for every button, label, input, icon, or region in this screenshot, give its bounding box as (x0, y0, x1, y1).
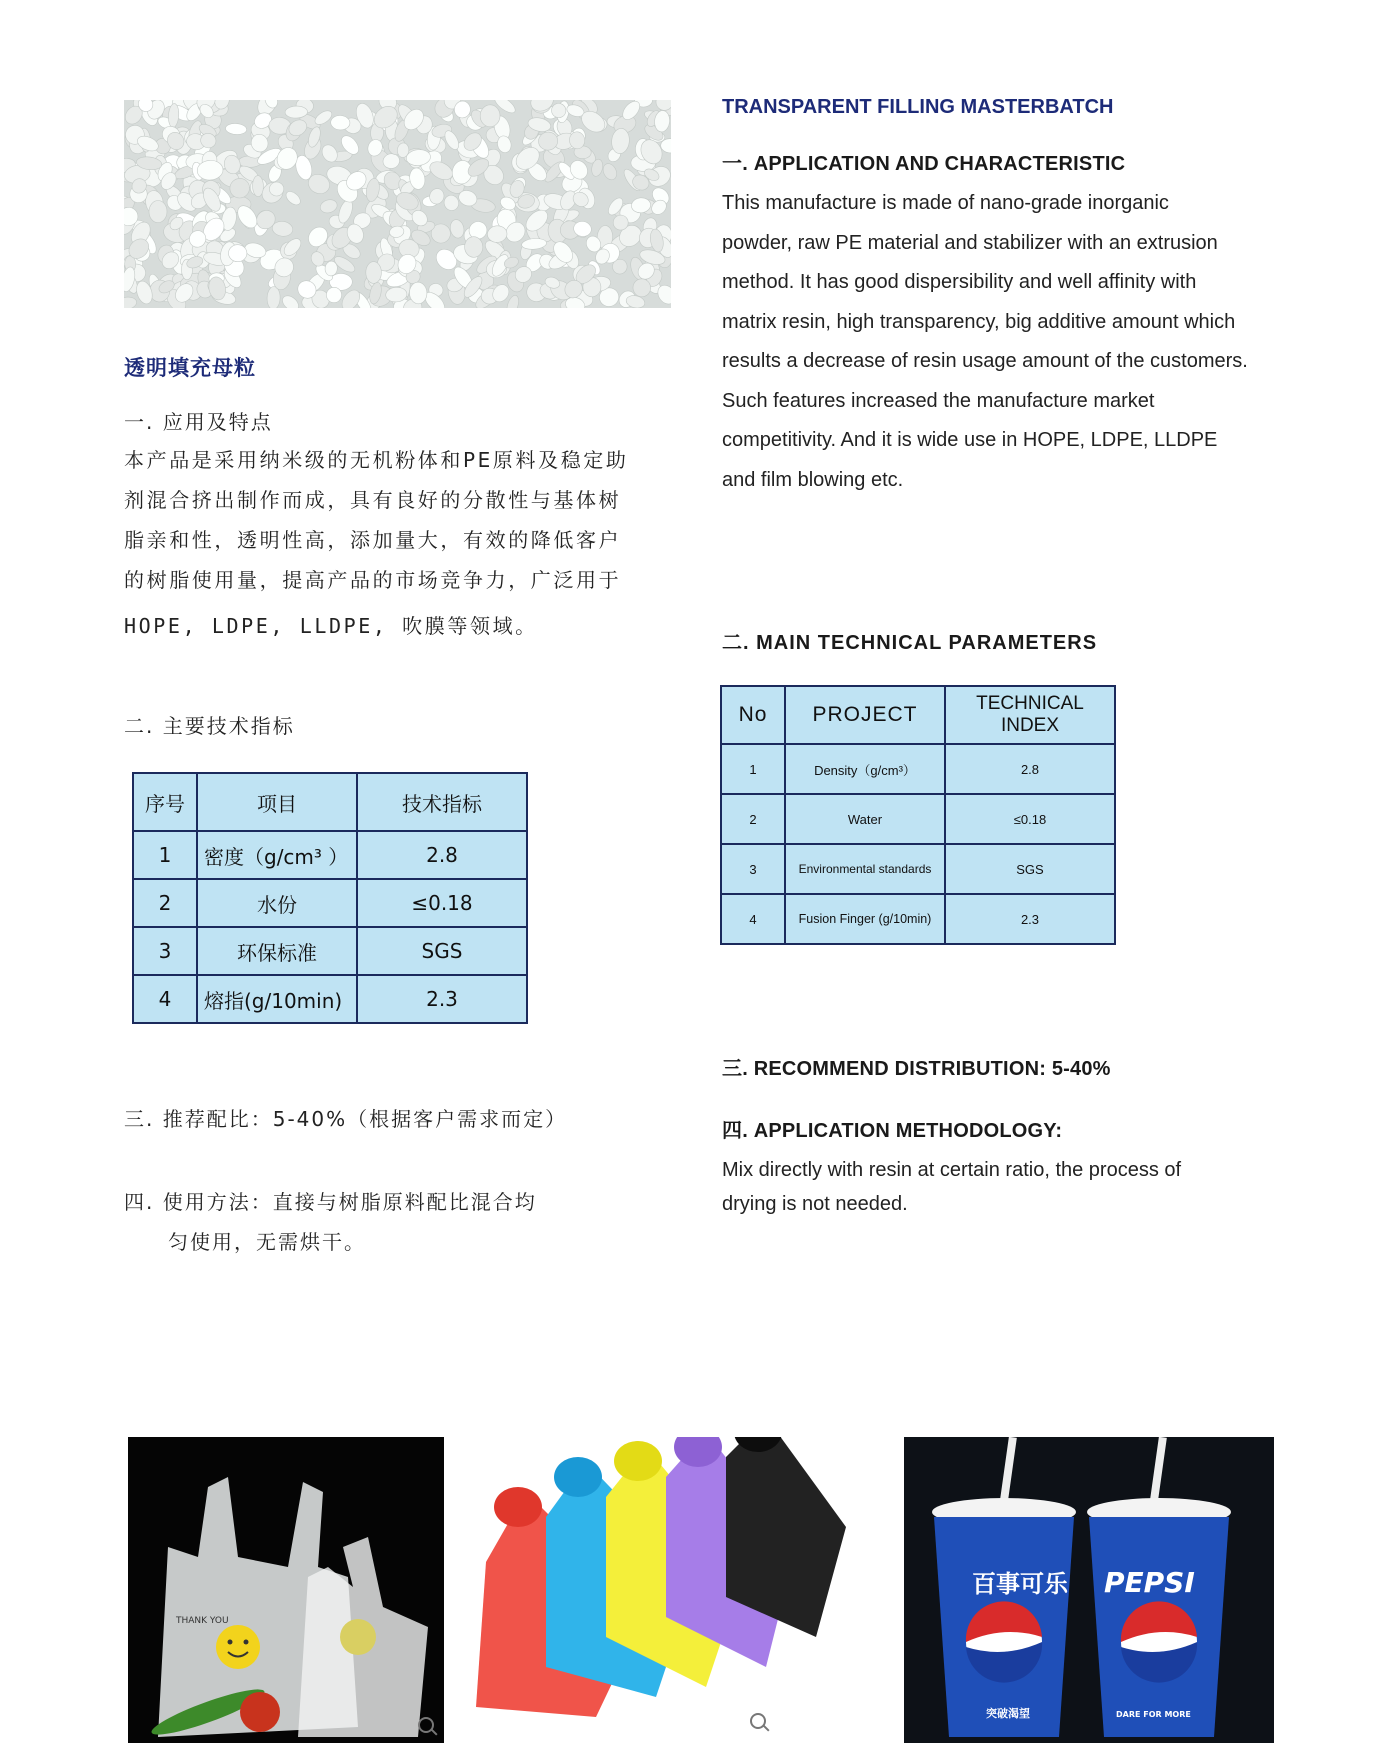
table-header-row (721, 686, 1115, 744)
table-cell: ≤0.18 (357, 879, 527, 927)
table-cell: SGS (945, 844, 1115, 894)
table-header-cell: 项目 (197, 773, 357, 831)
cn-description (124, 440, 684, 646)
table-cell: 4 (133, 975, 197, 1023)
garbage-bag-rolls-image (476, 1437, 876, 1743)
pepsi-cups-image (904, 1437, 1274, 1743)
en-section-3-heading: 三. RECOMMEND DISTRIBUTION: 5-40% (722, 1058, 1111, 1080)
en-parameter-table (720, 685, 1116, 945)
cup-chinese-brand: 百事可乐 (972, 1570, 1068, 1598)
table-cell: Density（g/cm³） (785, 744, 945, 794)
cn-description-line: 剂混合挤出制作而成，具有良好的分散性与基体树 (124, 488, 622, 512)
table-row (721, 794, 1115, 844)
plastic-bags-image (128, 1437, 444, 1743)
cn-description-line: HOPE, LDPE, LLDPE, 吹膜等领域。 (124, 614, 538, 638)
en-section-2-heading: 二. MAIN TECHNICAL PARAMETERS (722, 632, 1098, 654)
table-row (133, 879, 527, 927)
pellet (228, 244, 247, 262)
pellets-photo (124, 100, 671, 308)
pellet (366, 262, 382, 284)
pellet (464, 236, 483, 257)
table-header-row (133, 773, 527, 831)
pellet (326, 287, 341, 302)
pellet (149, 200, 167, 223)
en-section-4-heading: 四. APPLICATION METHODOLOGY: (722, 1120, 1063, 1142)
en-description-line: results a decrease of resin usage amount of the customers. (722, 350, 1248, 372)
table-cell: Environmental standards (785, 844, 945, 894)
photo-pepsi-cups (904, 1437, 1274, 1743)
cn-section-1-heading: 一. 应用及特点 (124, 410, 273, 434)
table-cell: 1 (133, 831, 197, 879)
table-cell: 2 (133, 879, 197, 927)
table-cell: 环保标准 (197, 927, 357, 975)
table-cell: Fusion Finger (g/10min) (785, 894, 945, 944)
cn-section-3-heading: 三. 推荐配比：5-40%（根据客户需求而定） (124, 1107, 568, 1131)
table-cell: 1 (721, 744, 785, 794)
table-cell: 3 (133, 927, 197, 975)
table-row (133, 975, 527, 1023)
table-row (721, 894, 1115, 944)
table-cell: SGS (357, 927, 527, 975)
table-header-cell: 技术指标 (357, 773, 527, 831)
cup-brand: PEPSI (1104, 1566, 1195, 1599)
cup-tagline: 突破渴望 (986, 1707, 1030, 1720)
en-description-line: Such features increased the manufacture market (722, 389, 1155, 412)
cn-page-title: 透明填充母粒 (124, 356, 256, 380)
table-row (721, 744, 1115, 794)
cn-section-2-heading: 二. 主要技术指标 (124, 714, 295, 738)
table-header-cell: 序号 (133, 773, 197, 831)
bag-print-text: THANK YOU (176, 1616, 229, 1626)
table-row (133, 927, 527, 975)
table-cell: 熔指(g/10min) (197, 975, 357, 1023)
zoom-icon[interactable] (750, 1713, 766, 1729)
en-description-line: powder, raw PE material and stabilizer with an extrusion (722, 231, 1218, 254)
cn-description-line: 本产品是采用纳米级的无机粉体和PE原料及稳定助 (124, 448, 629, 472)
en-description-line: matrix resin, high transparency, big additive amount which (722, 310, 1236, 333)
en-method-text (722, 1153, 1322, 1221)
cn-parameter-table (132, 772, 528, 1024)
table-header-cell: No (721, 686, 785, 744)
en-section-1-heading: 一. APPLICATION AND CHARACTERISTIC (722, 153, 1126, 175)
table-cell: 2 (721, 794, 785, 844)
table-row (133, 831, 527, 879)
en-description-line: and film blowing etc. (722, 468, 904, 491)
table-row (721, 844, 1115, 894)
pellet (480, 104, 501, 127)
table-cell: 3 (721, 844, 785, 894)
zoom-icon[interactable] (418, 1717, 434, 1733)
cn-description-line: 的树脂使用量，提高产品的市场竞争力，广泛用于 (124, 568, 622, 592)
pellets-image (124, 100, 671, 308)
table-cell: 4 (721, 894, 785, 944)
cup-slogan: DARE FOR MORE (1116, 1710, 1191, 1719)
table-header-cell: PROJECT (785, 686, 945, 744)
en-method-line: Mix directly with resin at certain ratio, the process of (722, 1159, 1182, 1181)
en-description (722, 184, 1322, 500)
table-header-cell: TECHNICAL INDEX (945, 686, 1115, 744)
table-cell: 2.8 (357, 831, 527, 879)
table-cell: ≤0.18 (945, 794, 1115, 844)
en-description-line: This manufacture is made of nano-grade inorganic (722, 192, 1169, 214)
table-cell: 2.8 (945, 744, 1115, 794)
pellet (252, 176, 263, 197)
photo-plastic-bags (128, 1437, 444, 1743)
en-page-title: TRANSPARENT FILLING MASTERBATCH (722, 96, 1114, 118)
cn-description-line: 脂亲和性，透明性高，添加量大，有效的降低客户 (124, 528, 622, 552)
table-cell: 2.3 (945, 894, 1115, 944)
en-description-line: competitivity. And it is wide use in HOPE, LDPE, LLDPE (722, 429, 1218, 451)
cn-section-4-heading: 四. 使用方法：直接与树脂原料配比混合均 (124, 1190, 537, 1214)
en-description-line: method. It has good dispersibility and well affinity with (722, 271, 1197, 293)
photo-garbage-bags (476, 1437, 876, 1743)
table-cell: 2.3 (357, 975, 527, 1023)
table-cell: 水份 (197, 879, 357, 927)
cn-section-4-continued: 匀使用，无需烘干。 (168, 1230, 366, 1254)
en-method-line: drying is not needed. (722, 1193, 908, 1215)
table-cell: Water (785, 794, 945, 844)
table-cell: 密度（g/cm³ ） (197, 831, 357, 879)
